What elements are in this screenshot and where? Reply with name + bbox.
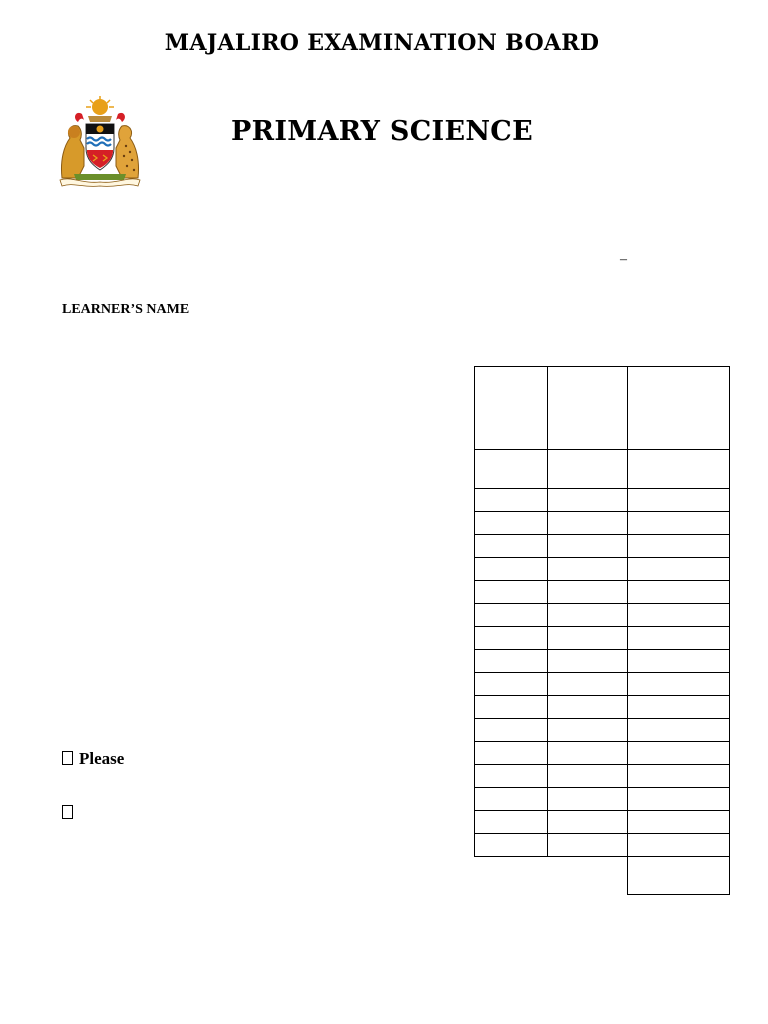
table-cell bbox=[475, 765, 548, 788]
table-cell bbox=[628, 489, 730, 512]
table-cell bbox=[548, 367, 628, 450]
table-row bbox=[475, 765, 730, 788]
table-cell bbox=[548, 650, 628, 673]
table-cell bbox=[628, 742, 730, 765]
marks-table-total-row bbox=[475, 857, 730, 895]
table-cell bbox=[475, 489, 548, 512]
table-row bbox=[475, 535, 730, 558]
marks-table-header-row bbox=[475, 367, 730, 450]
table-cell bbox=[628, 581, 730, 604]
table-cell bbox=[475, 604, 548, 627]
table-row bbox=[475, 742, 730, 765]
table-cell bbox=[475, 696, 548, 719]
table-cell bbox=[628, 627, 730, 650]
table-cell bbox=[475, 834, 548, 857]
table-cell bbox=[548, 765, 628, 788]
empty-cell bbox=[548, 857, 628, 895]
checkbox-icon bbox=[62, 805, 73, 819]
table-cell bbox=[548, 450, 628, 489]
table-row bbox=[475, 834, 730, 857]
table-cell bbox=[548, 673, 628, 696]
table-cell bbox=[548, 489, 628, 512]
table-row bbox=[475, 604, 730, 627]
table-cell bbox=[475, 650, 548, 673]
table-row bbox=[475, 650, 730, 673]
table-cell bbox=[548, 604, 628, 627]
table-cell bbox=[548, 719, 628, 742]
table-row bbox=[475, 558, 730, 581]
table-cell bbox=[548, 742, 628, 765]
table-cell bbox=[475, 450, 548, 489]
table-row bbox=[475, 627, 730, 650]
table-cell bbox=[475, 719, 548, 742]
table-cell bbox=[475, 627, 548, 650]
instruction-text: Please bbox=[79, 749, 125, 768]
table-cell bbox=[475, 535, 548, 558]
table-cell bbox=[475, 742, 548, 765]
exam-board-title: MAJALIRO EXAMINATION BOARD bbox=[164, 30, 600, 56]
table-cell bbox=[628, 673, 730, 696]
table-cell bbox=[548, 696, 628, 719]
table-cell bbox=[628, 535, 730, 558]
table-cell bbox=[628, 450, 730, 489]
table-cell bbox=[548, 535, 628, 558]
table-cell bbox=[548, 512, 628, 535]
table-row bbox=[475, 811, 730, 834]
table-row bbox=[475, 788, 730, 811]
table-cell bbox=[628, 834, 730, 857]
table-cell bbox=[475, 512, 548, 535]
table-row bbox=[475, 719, 730, 742]
empty-cell bbox=[475, 857, 548, 895]
table-cell bbox=[628, 696, 730, 719]
table-cell bbox=[628, 512, 730, 535]
table-cell bbox=[548, 581, 628, 604]
table-cell bbox=[628, 765, 730, 788]
table-cell bbox=[628, 558, 730, 581]
table-cell bbox=[628, 719, 730, 742]
table-row bbox=[475, 581, 730, 604]
table-cell bbox=[475, 811, 548, 834]
table-cell bbox=[475, 673, 548, 696]
instruction-item bbox=[62, 749, 124, 769]
marks-table bbox=[474, 366, 730, 895]
total-marks-cell bbox=[628, 857, 730, 895]
table-cell bbox=[628, 604, 730, 627]
table-cell bbox=[548, 788, 628, 811]
instruction-item bbox=[62, 803, 79, 823]
table-cell bbox=[475, 788, 548, 811]
table-cell bbox=[475, 581, 548, 604]
table-row bbox=[475, 696, 730, 719]
table-cell bbox=[475, 558, 548, 581]
marks-table-subheader-row bbox=[475, 450, 730, 489]
table-cell bbox=[548, 558, 628, 581]
checkbox-icon bbox=[62, 751, 73, 765]
subject-title: PRIMARY SCIENCE bbox=[231, 116, 533, 147]
table-row bbox=[475, 489, 730, 512]
learner-name-label: LEARNER’S NAME bbox=[62, 302, 190, 317]
table-row bbox=[475, 512, 730, 535]
table-cell bbox=[628, 367, 730, 450]
table-cell bbox=[628, 650, 730, 673]
table-row bbox=[475, 673, 730, 696]
table-cell bbox=[475, 367, 548, 450]
table-cell bbox=[548, 627, 628, 650]
table-cell bbox=[628, 811, 730, 834]
table-cell bbox=[628, 788, 730, 811]
table-cell bbox=[548, 811, 628, 834]
dash-mark: – bbox=[620, 252, 627, 267]
table-cell bbox=[548, 834, 628, 857]
